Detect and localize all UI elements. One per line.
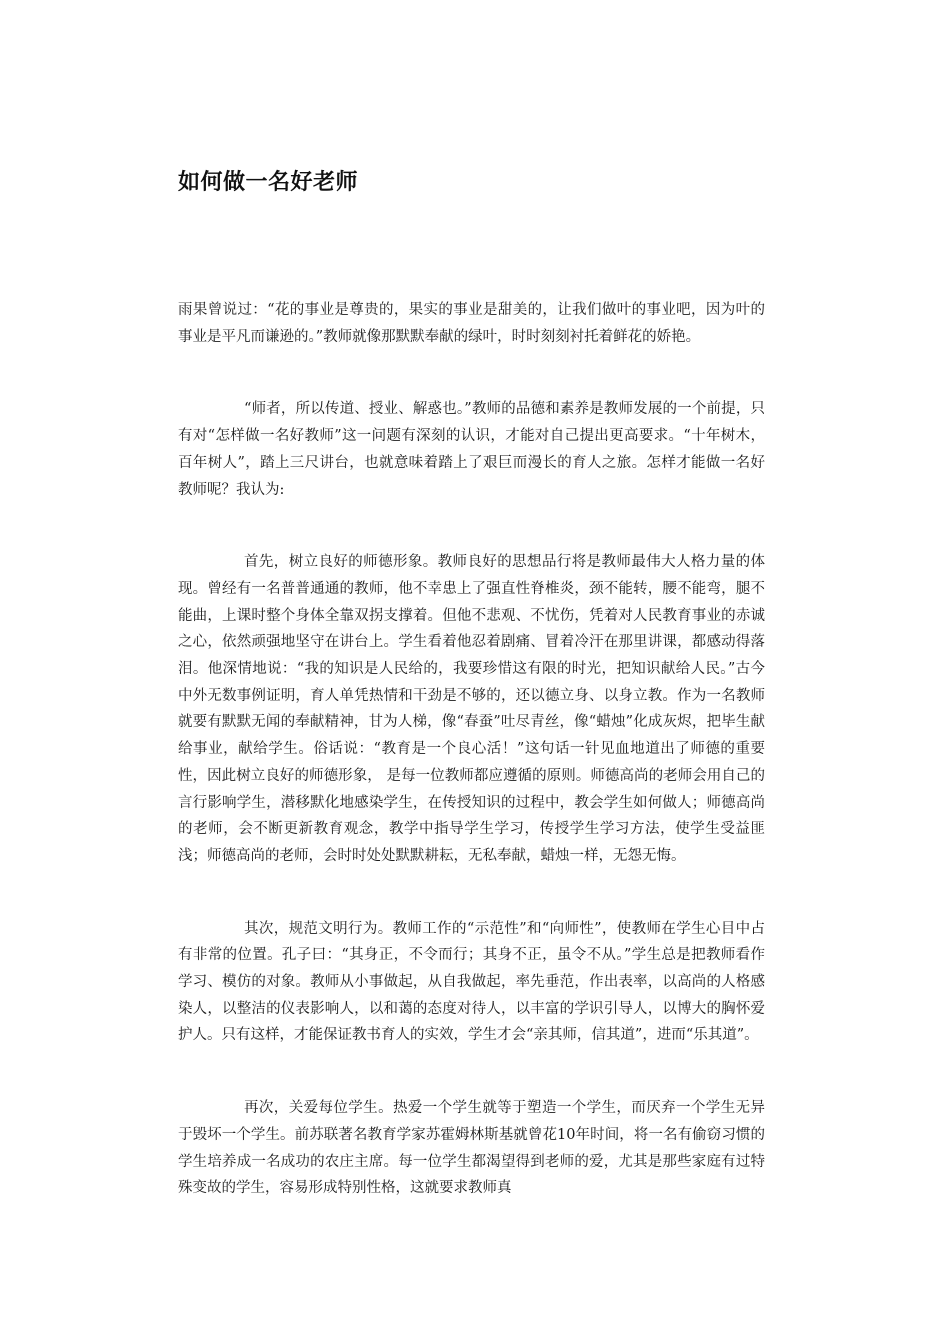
paragraph-third-point: 再次，关爱每位学生。热爱一个学生就等于塑造一个学生，而厌弃一个学生无异于毁坏一个学生。前苏联著名教育学家苏霍姆林斯基就曾花10年时间，将一名有偷窃习惯的学生培养成一名成功的农庄主席。每一位学生都渴望得到老师的爱，尤其是那些家庭有过特殊变故的学生，容易形成特别性格，这就要求教师真 [178, 1100, 765, 1197]
paragraph-teacher-role: “师者，所以传道、授业、解惑也。”教师的品德和素养是教师发展的一个前提，只有对“怎样做一名好教师”这一问题有深刻的认识，才能对自己提出更高要求。“十年树木，百年树人”，踏上三尺讲台，也就意味着踏上了艰巨而漫长的育人之旅。怎样才能做一名好教师呢？我认为: [178, 401, 765, 498]
paragraph-second-point: 其次，规范文明行为。教师工作的“示范性”和“向师性”，使教师在学生心目中占有非常的位置。孔子曰：“其身正，不令而行；其身不正，虽令不从。”学生总是把教师看作学习、模仿的对象。教师从小事做起，从自我做起，率先垂范，作出表率，以高尚的人格感染人，以整洁的仪表影响人，以和蔼的态度对待人，以丰富的学识引导人，以博大的胸怀爱护人。只有这样，才能保证教书育人的实效，学生才会“亲其师，信其道”，进而“乐其道”。 [178, 920, 765, 1044]
document-body [178, 297, 765, 1248]
paragraph-first-point: 首先，树立良好的师德形象。教师良好的思想品行将是教师最伟大人格力量的体现。曾经有一名普普通通的教师，他不幸患上了强直性脊椎炎，颈不能转，腰不能弯，腿不能曲，上课时整个身体全靠双拐支撑着。但他不悲观、不忧伤，凭着对人民教育事业的赤诚之心，依然顽强地坚守在讲台上。学生看着他忍着剧痛、冒着冷汗在那里讲课，都感动得落泪。他深情地说：“我的知识是人民给的，我要珍惜这有限的时光，把知识献给人民。”古今中外无数事例证明，育人单凭热情和干劲是不够的，还以德立身、以身立教。作为一名教师就要有默默无闻的奉献精神，甘为人梯，像“春蚕”吐尽青丝，像“蜡烛”化成灰烬，把毕生献给事业，献给学生。俗话说：“教育是一个良心活！”这句话一针见血地道出了师德的重要性，因此树立良好的师德形象， 是每一位教师都应遵循的原则。师德高尚的老师会用自己的言行影响学生，潜移默化地感染学生，在传授知识的过程中，教会学生如何做人；师德高尚的老师，会不断更新教育观念，教学中指导学生学习，传授学生学习方法，使学生受益匪浅；师德高尚的老师，会时时处处默默耕耘，无私奉献，蜡烛一样，无怨无悔。 [178, 554, 765, 864]
document-title: 如何做一名好老师 [178, 170, 359, 195]
paragraph-intro-quote: 雨果曾说过：“花的事业是尊贵的，果实的事业是甜美的，让我们做叶的事业吧，因为叶的事业是平凡而谦逊的。”教师就像那默默奉献的绿叶，时时刻刻衬托着鲜花的娇艳。 [178, 302, 765, 345]
